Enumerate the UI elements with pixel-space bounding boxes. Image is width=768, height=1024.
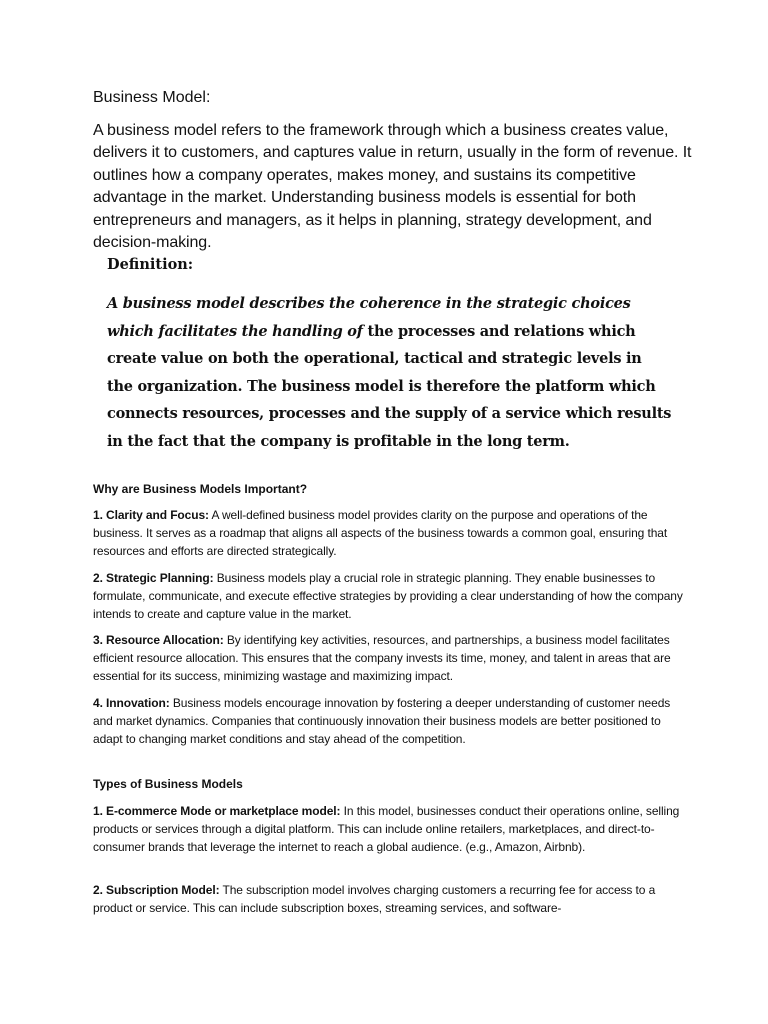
intro-paragraph: A business model refers to the framework through which a business creates value, delivers it to customers, and captures value in return, usually in the form of revenue. It outlines how a company operates, makes money, and sustains its competitive advantage in the market. Understanding business models is essential for both entrepreneurs and managers, as it helps in planning, strategy development, and decision-making. <box>93 122 692 252</box>
importance-item-label: 3. Resource Allocation: <box>93 633 224 647</box>
types-section <box>93 776 683 792</box>
importance-item-text: Business models encourage innovation by fostering a deeper understanding of customer needs and market dynamics. Companies that continuously innovation their business models are better positioned to adapt to changing market conditions and stay ahead of the competition. <box>93 696 671 746</box>
types-item-label: 1. E-commerce Mode or marketplace model: <box>93 804 341 818</box>
importance-item-text: Business models play a crucial role in strategic planning. They enable businesses to formulate, communicate, and execute effective strategies by providing a clear understanding of how the company intends to create and capture value in the market. <box>93 571 683 621</box>
importance-item-text: By identifying key activities, resources, and partnerships, a business model facilitates efficient resource allocation. This ensures that the company invests its time, money, and talent in areas that are essential for its success, minimizing wastage and maximizing impact. <box>93 633 671 683</box>
importance-heading: Why are Business Models Important? <box>93 482 308 496</box>
types-item-label: 2. Subscription Model: <box>93 883 220 897</box>
importance-item-label: 4. Innovation: <box>93 696 170 710</box>
importance-item <box>93 570 683 623</box>
importance-item <box>93 507 683 560</box>
types-heading: Types of Business Models <box>93 777 243 791</box>
types-item-text: In this model, businesses conduct their operations online, selling products or services through a digital platform. This can include online retailers, marketplaces, and direct-to-consumer brands that leverage the internet to reach a global audience. (e.g., Amazon, Airbnb). <box>93 804 680 854</box>
definition-heading: Definition: <box>107 256 194 273</box>
definition-body <box>107 290 672 455</box>
importance-item-label: 1. Clarity and Focus: <box>93 508 209 522</box>
types-item-text: The subscription model involves charging customers a recurring fee for access to a product or service. This can include subscription boxes, streaming services, and software- <box>93 883 656 915</box>
document-title: Business Model: <box>93 89 211 106</box>
importance-item <box>93 632 683 685</box>
importance-section <box>93 481 683 497</box>
types-item <box>93 803 683 856</box>
importance-item <box>93 695 683 748</box>
importance-item-text: A well-defined business model provides clarity on the purpose and operations of the business. It serves as a roadmap that aligns all aspects of the business towards a common goal, ensuring that resources and efforts are directed strategically. <box>93 508 668 558</box>
definition-italic-text: A business model describes the coherence in the strategic choices which facilitates the handling of <box>107 295 631 340</box>
definition-regular-text: the processes and relations which create value on both the operational, tactical and strategic levels in the organization. The business model is therefore the platform which connects resources, processes and the supply of a service which results in the fact that the company is profitable in the long term. <box>107 322 672 450</box>
importance-item-label: 2. Strategic Planning: <box>93 571 214 585</box>
types-item <box>93 882 683 918</box>
